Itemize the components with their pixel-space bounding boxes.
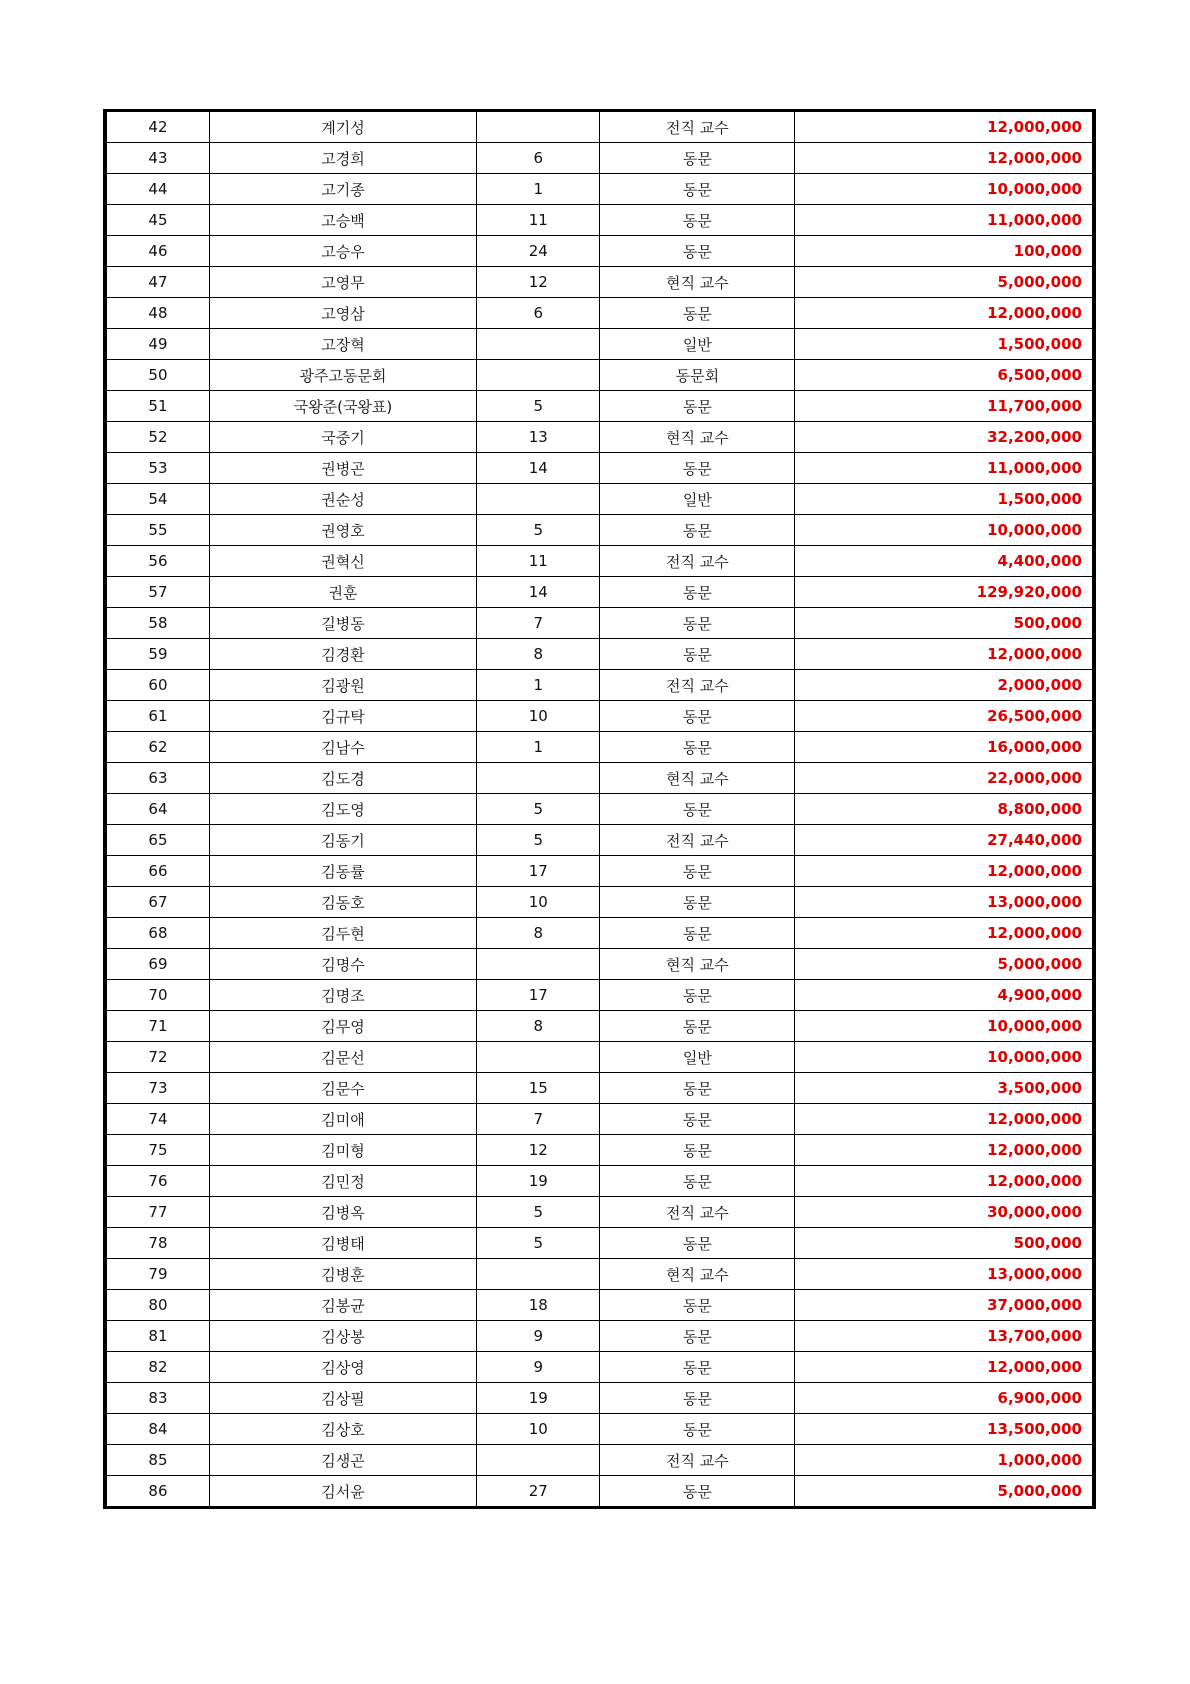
donor-name-cell: 고영삼 <box>209 298 476 329</box>
donor-name-cell: 고기종 <box>209 174 476 205</box>
donor-type-cell: 전직 교수 <box>600 546 795 577</box>
class-year-cell: 1 <box>477 732 600 763</box>
table-row <box>105 980 1094 1011</box>
row-number-cell: 59 <box>105 639 209 670</box>
table-row <box>105 887 1094 918</box>
donor-type-cell: 현직 교수 <box>600 949 795 980</box>
row-number-cell: 54 <box>105 484 209 515</box>
class-year-cell: 19 <box>477 1166 600 1197</box>
donor-name-cell: 김병옥 <box>209 1197 476 1228</box>
donation-amount-cell: 5,000,000 <box>795 1476 1094 1508</box>
row-number-cell: 63 <box>105 763 209 794</box>
donor-name-cell: 국중기 <box>209 422 476 453</box>
donor-type-cell: 일반 <box>600 1042 795 1073</box>
class-year-cell: 6 <box>477 298 600 329</box>
row-number-cell: 48 <box>105 298 209 329</box>
donation-amount-cell: 12,000,000 <box>795 143 1094 174</box>
donation-amount-cell: 32,200,000 <box>795 422 1094 453</box>
donation-amount-cell: 8,800,000 <box>795 794 1094 825</box>
table-row <box>105 825 1094 856</box>
donor-name-cell: 김무영 <box>209 1011 476 1042</box>
class-year-cell <box>477 484 600 515</box>
donor-name-cell: 고경희 <box>209 143 476 174</box>
table-row <box>105 732 1094 763</box>
donor-name-cell: 권순성 <box>209 484 476 515</box>
donation-amount-cell: 12,000,000 <box>795 1104 1094 1135</box>
donor-type-cell: 동문 <box>600 1135 795 1166</box>
donation-amount-cell: 12,000,000 <box>795 856 1094 887</box>
donor-name-cell: 김상호 <box>209 1414 476 1445</box>
class-year-cell: 10 <box>477 887 600 918</box>
donation-amount-cell: 5,000,000 <box>795 949 1094 980</box>
donor-type-cell: 동문 <box>600 174 795 205</box>
table-row <box>105 1352 1094 1383</box>
row-number-cell: 84 <box>105 1414 209 1445</box>
table-row <box>105 1290 1094 1321</box>
donation-amount-cell: 12,000,000 <box>795 111 1094 143</box>
class-year-cell: 5 <box>477 1197 600 1228</box>
table-row <box>105 1073 1094 1104</box>
donor-type-cell: 동문 <box>600 1166 795 1197</box>
donor-name-cell: 고승우 <box>209 236 476 267</box>
class-year-cell <box>477 949 600 980</box>
donation-amount-cell: 11,000,000 <box>795 205 1094 236</box>
donor-type-cell: 동문 <box>600 298 795 329</box>
donation-amount-cell: 4,400,000 <box>795 546 1094 577</box>
donor-type-cell: 동문 <box>600 453 795 484</box>
table-row <box>105 329 1094 360</box>
donor-name-cell: 광주고동문회 <box>209 360 476 391</box>
class-year-cell: 18 <box>477 1290 600 1321</box>
class-year-cell: 11 <box>477 205 600 236</box>
table-row <box>105 1259 1094 1290</box>
donor-type-cell: 동문 <box>600 143 795 174</box>
table-row <box>105 111 1094 143</box>
class-year-cell: 17 <box>477 980 600 1011</box>
class-year-cell: 5 <box>477 391 600 422</box>
donation-amount-cell: 10,000,000 <box>795 174 1094 205</box>
donor-type-cell: 동문 <box>600 608 795 639</box>
class-year-cell: 19 <box>477 1383 600 1414</box>
donor-type-cell: 동문 <box>600 577 795 608</box>
class-year-cell: 5 <box>477 825 600 856</box>
class-year-cell: 8 <box>477 639 600 670</box>
row-number-cell: 69 <box>105 949 209 980</box>
donor-name-cell: 고승백 <box>209 205 476 236</box>
table-row <box>105 174 1094 205</box>
donor-type-cell: 전직 교수 <box>600 1197 795 1228</box>
class-year-cell: 10 <box>477 701 600 732</box>
table-row <box>105 1011 1094 1042</box>
donation-amount-cell: 100,000 <box>795 236 1094 267</box>
row-number-cell: 82 <box>105 1352 209 1383</box>
row-number-cell: 80 <box>105 1290 209 1321</box>
donation-amount-cell: 10,000,000 <box>795 1042 1094 1073</box>
donor-name-cell: 김병훈 <box>209 1259 476 1290</box>
donation-amount-cell: 13,000,000 <box>795 1259 1094 1290</box>
row-number-cell: 86 <box>105 1476 209 1508</box>
table-row <box>105 949 1094 980</box>
donor-type-cell: 전직 교수 <box>600 1445 795 1476</box>
table-row <box>105 639 1094 670</box>
donor-type-cell: 동문 <box>600 1290 795 1321</box>
donor-type-cell: 동문 <box>600 1228 795 1259</box>
donor-type-cell: 동문 <box>600 1476 795 1508</box>
table-row <box>105 763 1094 794</box>
row-number-cell: 57 <box>105 577 209 608</box>
row-number-cell: 60 <box>105 670 209 701</box>
table-row <box>105 1414 1094 1445</box>
table-row <box>105 236 1094 267</box>
donor-name-cell: 김동률 <box>209 856 476 887</box>
table-row <box>105 391 1094 422</box>
donor-type-cell: 동문 <box>600 1321 795 1352</box>
donor-type-cell: 일반 <box>600 329 795 360</box>
class-year-cell: 1 <box>477 670 600 701</box>
donation-amount-cell: 27,440,000 <box>795 825 1094 856</box>
class-year-cell: 5 <box>477 515 600 546</box>
class-year-cell: 8 <box>477 1011 600 1042</box>
class-year-cell: 14 <box>477 577 600 608</box>
donation-amount-cell: 13,500,000 <box>795 1414 1094 1445</box>
row-number-cell: 65 <box>105 825 209 856</box>
donor-type-cell: 동문 <box>600 1383 795 1414</box>
class-year-cell <box>477 111 600 143</box>
table-row <box>105 1197 1094 1228</box>
row-number-cell: 62 <box>105 732 209 763</box>
donor-name-cell: 권영호 <box>209 515 476 546</box>
donation-amount-cell: 1,000,000 <box>795 1445 1094 1476</box>
donor-type-cell: 동문 <box>600 236 795 267</box>
donation-amount-cell: 2,000,000 <box>795 670 1094 701</box>
row-number-cell: 72 <box>105 1042 209 1073</box>
class-year-cell: 14 <box>477 453 600 484</box>
donor-name-cell: 김서윤 <box>209 1476 476 1508</box>
donation-amount-cell: 5,000,000 <box>795 267 1094 298</box>
donor-type-cell: 동문 <box>600 918 795 949</box>
donation-amount-cell: 22,000,000 <box>795 763 1094 794</box>
donor-name-cell: 김문수 <box>209 1073 476 1104</box>
donation-amount-cell: 129,920,000 <box>795 577 1094 608</box>
class-year-cell: 10 <box>477 1414 600 1445</box>
table-row <box>105 1166 1094 1197</box>
table-row <box>105 1476 1094 1508</box>
row-number-cell: 71 <box>105 1011 209 1042</box>
row-number-cell: 47 <box>105 267 209 298</box>
row-number-cell: 79 <box>105 1259 209 1290</box>
class-year-cell: 15 <box>477 1073 600 1104</box>
donation-amount-cell: 12,000,000 <box>795 1135 1094 1166</box>
class-year-cell: 24 <box>477 236 600 267</box>
table-row <box>105 484 1094 515</box>
donor-name-cell: 김경환 <box>209 639 476 670</box>
row-number-cell: 44 <box>105 174 209 205</box>
donor-name-cell: 김민정 <box>209 1166 476 1197</box>
donor-type-cell: 현직 교수 <box>600 267 795 298</box>
donor-type-cell: 동문 <box>600 794 795 825</box>
donor-name-cell: 권혁신 <box>209 546 476 577</box>
table-row <box>105 608 1094 639</box>
class-year-cell: 27 <box>477 1476 600 1508</box>
donation-amount-cell: 12,000,000 <box>795 1166 1094 1197</box>
table-row <box>105 143 1094 174</box>
row-number-cell: 77 <box>105 1197 209 1228</box>
table-row <box>105 1135 1094 1166</box>
donor-type-cell: 일반 <box>600 484 795 515</box>
table-row <box>105 298 1094 329</box>
donor-table <box>103 109 1096 1509</box>
donor-table-body <box>105 111 1094 1508</box>
row-number-cell: 75 <box>105 1135 209 1166</box>
donor-name-cell: 김문선 <box>209 1042 476 1073</box>
donor-type-cell: 전직 교수 <box>600 111 795 143</box>
row-number-cell: 61 <box>105 701 209 732</box>
donor-name-cell: 김미애 <box>209 1104 476 1135</box>
table-row <box>105 1104 1094 1135</box>
row-number-cell: 58 <box>105 608 209 639</box>
class-year-cell <box>477 360 600 391</box>
donation-amount-cell: 6,500,000 <box>795 360 1094 391</box>
donor-name-cell: 고영무 <box>209 267 476 298</box>
table-row <box>105 1042 1094 1073</box>
table-row <box>105 918 1094 949</box>
row-number-cell: 73 <box>105 1073 209 1104</box>
row-number-cell: 45 <box>105 205 209 236</box>
donor-type-cell: 동문 <box>600 1352 795 1383</box>
row-number-cell: 50 <box>105 360 209 391</box>
row-number-cell: 64 <box>105 794 209 825</box>
row-number-cell: 66 <box>105 856 209 887</box>
class-year-cell: 7 <box>477 608 600 639</box>
donor-name-cell: 김상봉 <box>209 1321 476 1352</box>
class-year-cell: 5 <box>477 794 600 825</box>
donor-type-cell: 동문 <box>600 1104 795 1135</box>
donor-type-cell: 현직 교수 <box>600 763 795 794</box>
class-year-cell <box>477 1259 600 1290</box>
donation-amount-cell: 3,500,000 <box>795 1073 1094 1104</box>
donor-type-cell: 동문 <box>600 887 795 918</box>
donation-amount-cell: 12,000,000 <box>795 1352 1094 1383</box>
donation-amount-cell: 11,700,000 <box>795 391 1094 422</box>
donor-name-cell: 고장혁 <box>209 329 476 360</box>
donor-type-cell: 동문 <box>600 732 795 763</box>
donor-name-cell: 김미형 <box>209 1135 476 1166</box>
donor-type-cell: 동문 <box>600 1414 795 1445</box>
donor-name-cell: 김규탁 <box>209 701 476 732</box>
table-row <box>105 515 1094 546</box>
class-year-cell: 17 <box>477 856 600 887</box>
donation-amount-cell: 6,900,000 <box>795 1383 1094 1414</box>
row-number-cell: 51 <box>105 391 209 422</box>
class-year-cell: 12 <box>477 1135 600 1166</box>
donation-amount-cell: 12,000,000 <box>795 298 1094 329</box>
row-number-cell: 74 <box>105 1104 209 1135</box>
class-year-cell <box>477 1042 600 1073</box>
donor-name-cell: 김동기 <box>209 825 476 856</box>
donor-type-cell: 전직 교수 <box>600 825 795 856</box>
row-number-cell: 42 <box>105 111 209 143</box>
class-year-cell: 7 <box>477 1104 600 1135</box>
row-number-cell: 68 <box>105 918 209 949</box>
donor-type-cell: 동문회 <box>600 360 795 391</box>
donor-name-cell: 권훈 <box>209 577 476 608</box>
class-year-cell <box>477 329 600 360</box>
donor-name-cell: 권병곤 <box>209 453 476 484</box>
donor-name-cell: 길병동 <box>209 608 476 639</box>
donor-name-cell: 김명수 <box>209 949 476 980</box>
table-row <box>105 794 1094 825</box>
table-row <box>105 453 1094 484</box>
table-row <box>105 670 1094 701</box>
donation-amount-cell: 37,000,000 <box>795 1290 1094 1321</box>
table-row <box>105 1383 1094 1414</box>
row-number-cell: 52 <box>105 422 209 453</box>
class-year-cell: 9 <box>477 1352 600 1383</box>
donor-type-cell: 동문 <box>600 391 795 422</box>
class-year-cell: 12 <box>477 267 600 298</box>
row-number-cell: 85 <box>105 1445 209 1476</box>
donor-type-cell: 동문 <box>600 701 795 732</box>
table-row <box>105 205 1094 236</box>
donor-name-cell: 김도경 <box>209 763 476 794</box>
donor-type-cell: 동문 <box>600 205 795 236</box>
row-number-cell: 70 <box>105 980 209 1011</box>
row-number-cell: 43 <box>105 143 209 174</box>
row-number-cell: 55 <box>105 515 209 546</box>
row-number-cell: 49 <box>105 329 209 360</box>
row-number-cell: 56 <box>105 546 209 577</box>
table-row <box>105 1321 1094 1352</box>
table-row <box>105 577 1094 608</box>
row-number-cell: 53 <box>105 453 209 484</box>
row-number-cell: 76 <box>105 1166 209 1197</box>
class-year-cell: 6 <box>477 143 600 174</box>
donor-type-cell: 현직 교수 <box>600 1259 795 1290</box>
class-year-cell <box>477 1445 600 1476</box>
donor-name-cell: 김남수 <box>209 732 476 763</box>
donor-name-cell: 김명조 <box>209 980 476 1011</box>
donation-amount-cell: 26,500,000 <box>795 701 1094 732</box>
class-year-cell: 11 <box>477 546 600 577</box>
table-row <box>105 267 1094 298</box>
class-year-cell: 13 <box>477 422 600 453</box>
donation-amount-cell: 13,700,000 <box>795 1321 1094 1352</box>
donation-amount-cell: 30,000,000 <box>795 1197 1094 1228</box>
donor-type-cell: 현직 교수 <box>600 422 795 453</box>
donation-amount-cell: 1,500,000 <box>795 484 1094 515</box>
donation-amount-cell: 1,500,000 <box>795 329 1094 360</box>
donor-name-cell: 김생곤 <box>209 1445 476 1476</box>
donor-type-cell: 전직 교수 <box>600 670 795 701</box>
class-year-cell: 5 <box>477 1228 600 1259</box>
donor-name-cell: 계기성 <box>209 111 476 143</box>
class-year-cell <box>477 763 600 794</box>
donor-type-cell: 동문 <box>600 1073 795 1104</box>
donation-amount-cell: 4,900,000 <box>795 980 1094 1011</box>
table-row <box>105 856 1094 887</box>
donor-name-cell: 김상필 <box>209 1383 476 1414</box>
class-year-cell: 8 <box>477 918 600 949</box>
donor-type-cell: 동문 <box>600 1011 795 1042</box>
donation-amount-cell: 500,000 <box>795 1228 1094 1259</box>
donation-amount-cell: 13,000,000 <box>795 887 1094 918</box>
donation-amount-cell: 12,000,000 <box>795 639 1094 670</box>
donor-name-cell: 김도영 <box>209 794 476 825</box>
class-year-cell: 9 <box>477 1321 600 1352</box>
donor-type-cell: 동문 <box>600 856 795 887</box>
donor-name-cell: 김동호 <box>209 887 476 918</box>
donor-name-cell: 김봉균 <box>209 1290 476 1321</box>
donation-amount-cell: 10,000,000 <box>795 515 1094 546</box>
donation-amount-cell: 16,000,000 <box>795 732 1094 763</box>
table-row <box>105 546 1094 577</box>
donor-name-cell: 김상영 <box>209 1352 476 1383</box>
donor-name-cell: 김두현 <box>209 918 476 949</box>
donor-type-cell: 동문 <box>600 639 795 670</box>
donation-amount-cell: 500,000 <box>795 608 1094 639</box>
table-row <box>105 360 1094 391</box>
donation-amount-cell: 11,000,000 <box>795 453 1094 484</box>
donor-name-cell: 김광원 <box>209 670 476 701</box>
donor-type-cell: 동문 <box>600 980 795 1011</box>
table-row <box>105 422 1094 453</box>
row-number-cell: 46 <box>105 236 209 267</box>
donor-type-cell: 동문 <box>600 515 795 546</box>
table-row <box>105 1228 1094 1259</box>
row-number-cell: 81 <box>105 1321 209 1352</box>
donor-name-cell: 국왕준(국왕표) <box>209 391 476 422</box>
row-number-cell: 78 <box>105 1228 209 1259</box>
table-row <box>105 1445 1094 1476</box>
donation-amount-cell: 10,000,000 <box>795 1011 1094 1042</box>
donation-amount-cell: 12,000,000 <box>795 918 1094 949</box>
table-row <box>105 701 1094 732</box>
row-number-cell: 67 <box>105 887 209 918</box>
row-number-cell: 83 <box>105 1383 209 1414</box>
donor-name-cell: 김병태 <box>209 1228 476 1259</box>
class-year-cell: 1 <box>477 174 600 205</box>
